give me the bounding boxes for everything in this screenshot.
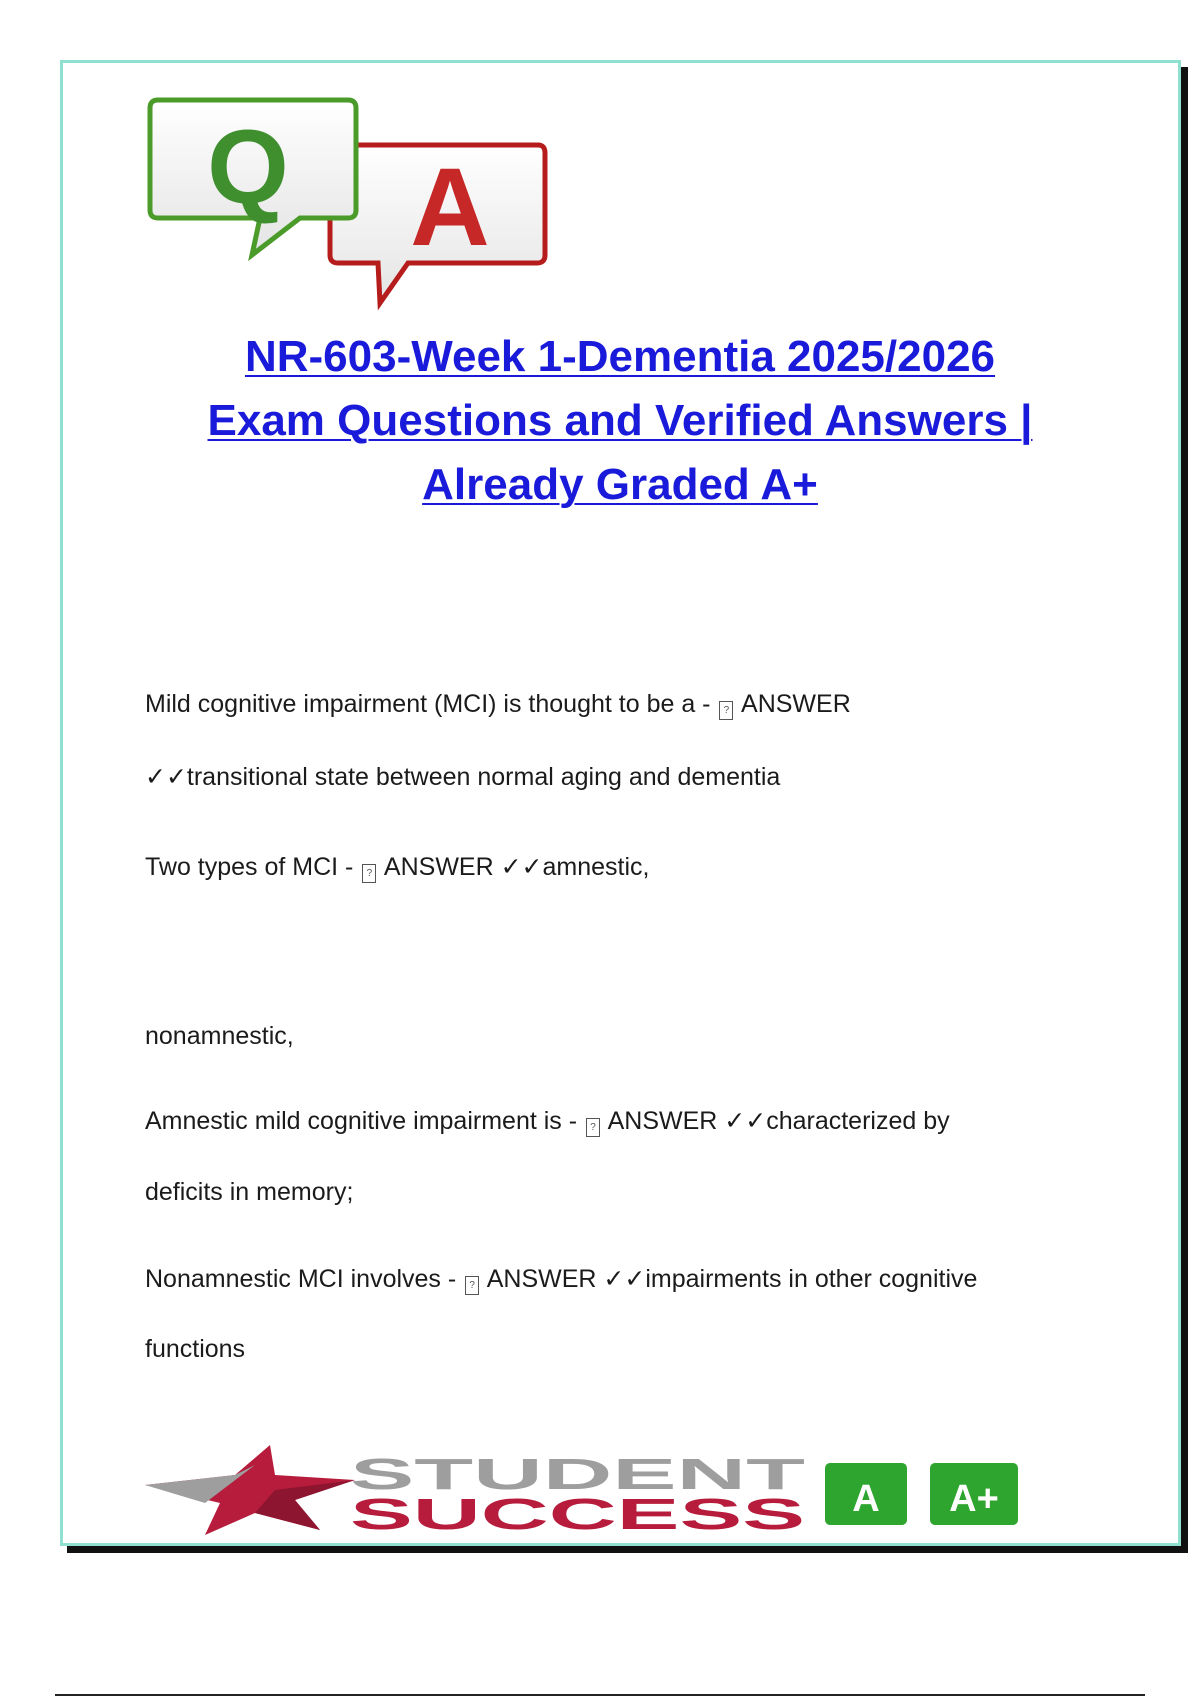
student-word: STUDENT bbox=[350, 1450, 806, 1499]
svg-text:A+: A+ bbox=[949, 1478, 999, 1520]
qa-item-1-question: Mild cognitive impairment (MCI) is thought to be a - ? ANSWER bbox=[145, 690, 851, 718]
star-swoosh-icon bbox=[145, 1445, 355, 1535]
qa-item-5-continuation: functions bbox=[145, 1335, 246, 1363]
missing-glyph-icon: ? bbox=[362, 864, 376, 883]
student-success-logo bbox=[145, 1445, 1075, 1535]
qa-item-4-question: Amnestic mild cognitive impairment is - ? ANSWER ✓✓characterized by bbox=[145, 1107, 950, 1135]
check-marks: ✓✓ bbox=[145, 763, 187, 791]
q-bubble bbox=[150, 100, 356, 255]
answer-label: ANSWER bbox=[383, 853, 494, 881]
title-line-1[interactable]: NR-603-Week 1-Dementia 2025/2026 bbox=[244, 332, 996, 381]
missing-glyph-icon: ? bbox=[719, 701, 733, 720]
grade-badge-a bbox=[825, 1463, 907, 1525]
missing-glyph-icon: ? bbox=[465, 1276, 479, 1295]
title-line-3[interactable]: Already Graded A+ bbox=[422, 460, 818, 509]
title-line-2[interactable]: Exam Questions and Verified Answers | bbox=[207, 396, 1033, 445]
qa-item-2: Two types of MCI - ? ANSWER ✓✓amnestic, bbox=[145, 853, 650, 881]
svg-text:A: A bbox=[852, 1478, 880, 1520]
answer-label: ANSWER bbox=[607, 1107, 718, 1135]
answer-label: ANSWER bbox=[741, 690, 851, 718]
a-letter: A bbox=[410, 146, 490, 269]
qa-item-3: nonamnestic, bbox=[145, 1022, 294, 1050]
qa-item-5-question: Nonamnestic MCI involves - ? ANSWER ✓✓impairments in other cognitive bbox=[145, 1265, 978, 1293]
check-marks: ✓✓ bbox=[603, 1265, 646, 1293]
answer-label: ANSWER bbox=[486, 1265, 597, 1293]
missing-glyph-icon: ? bbox=[586, 1118, 600, 1137]
document-title bbox=[130, 325, 1110, 517]
qa-logo bbox=[140, 85, 560, 330]
grade-badge-a-plus bbox=[930, 1463, 1018, 1525]
check-marks: ✓✓ bbox=[500, 853, 543, 881]
bottom-divider bbox=[55, 1694, 1145, 1696]
q-letter: Q bbox=[207, 109, 289, 226]
success-word: SUCCESS bbox=[350, 1490, 805, 1535]
check-marks: ✓✓ bbox=[724, 1107, 767, 1135]
a-bubble bbox=[330, 145, 545, 303]
qa-item-4-continuation: deficits in memory; bbox=[145, 1178, 354, 1206]
qa-item-1-answer: ✓✓transitional state between normal aging and dementia bbox=[145, 763, 781, 791]
